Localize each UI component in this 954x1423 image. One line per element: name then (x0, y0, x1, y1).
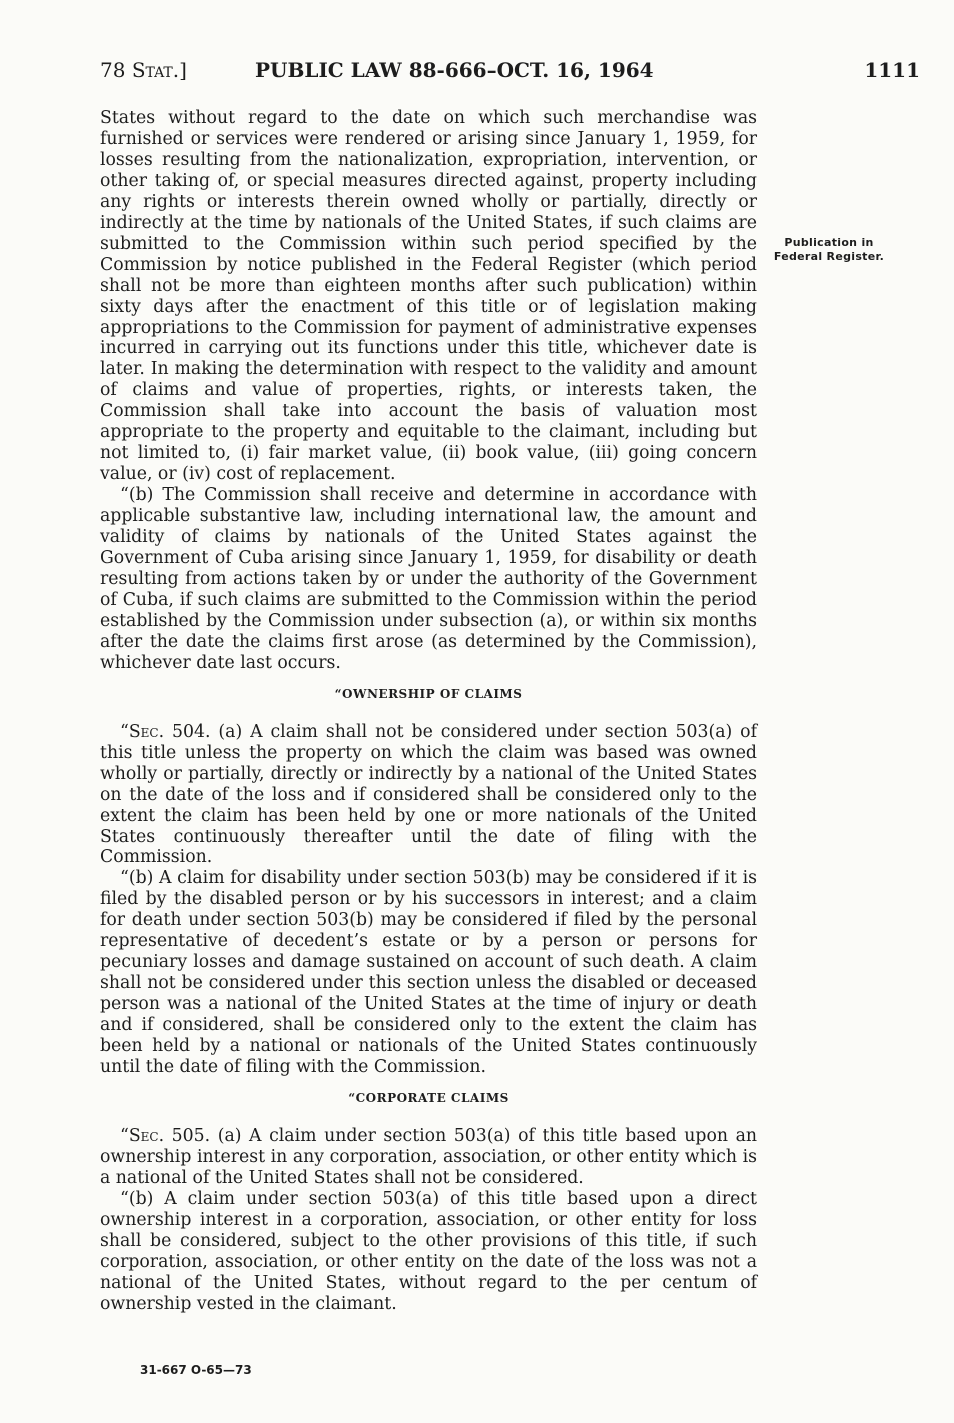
paragraph: “Sec. 505. (a) A claim under section 503(a) of this title based upon an ownership interest in any corporation, association, or other entity which is a national of the United States shall not be considered. (100, 1125, 757, 1188)
margin-note-line: Federal Register. (773, 250, 885, 263)
margin-note-line: Publication in (784, 236, 874, 249)
page-number: 1111 (864, 58, 920, 82)
print-code: 31-667 O-65—73 (140, 1363, 252, 1377)
body-text (100, 108, 757, 1315)
paragraph: “Sec. 504. (a) A claim shall not be considered under section 503(a) of this title unless the property on which the claim was based was owned wholly or partially, directly or indirectly by a national of the United States on the date of the loss and if considered shall be considered only to the extent the claim has been held by one or more nationals of the United States continuously thereafter until the date of filing with the Commission. (100, 721, 757, 868)
section-label: “Sec. 504. (120, 721, 211, 742)
page-header (100, 58, 920, 88)
section-heading: “CORPORATE CLAIMS (348, 1090, 509, 1105)
paragraph: “(b) The Commission shall receive and determine in accordance with applicable substantive law, including international law, the amount and validity of claims by nationals of the United States against the Government of Cuba arising since January 1, 1959, for disability or death resulting from actions taken by or under the authority of the Government of Cuba, if such claims are submitted to the Commission within the period established by the Commission under subsection (a), or within six months after the date the claims first arose (as determined by the Commission), whichever date last occurs. (100, 485, 757, 673)
statute-citation: 78 Stat.] (100, 58, 187, 82)
law-title: PUBLIC LAW 88-666–OCT. 16, 1964 (255, 58, 654, 82)
section-heading: “OWNERSHIP OF CLAIMS (334, 686, 523, 701)
paragraph: “(b) A claim for disability under section 503(b) may be considered if it is filed by the disabled person or by his successors in interest; and a claim for death under section 503(b) may be considered if filed by the personal representative of decedent’s estate or by a person or persons for pecuniary losses and damage sustained on account of such death. A claim shall not be considered under this section unless the disabled or deceased person was a national of the United States at the time of injury or death and if considered, shall be considered only to the extent the claim has been held by a national or nationals of the United States continuously until the date of filing with the Commission. (100, 868, 757, 1077)
margin-note (764, 236, 894, 264)
paragraph: “(b) A claim under section 503(a) of this title based upon a direct ownership interest in a corporation, association, or other entity for loss shall be considered, subject to the other provisions of this title, if such corporation, association, or other entity on the date of the loss was not a national of the United States, without regard to the per centum of ownership vested in the claimant. (100, 1188, 757, 1314)
section-label: “Sec. 505. (120, 1125, 211, 1146)
paragraph: States without regard to the date on which such merchandise was furnished or services were rendered or arising since January 1, 1959, for losses resulting from the nationalization, expropriation, intervention, or other taking of, or special measures directed against, property including any rights or interests therein owned wholly or partially, directly or indirectly at the time by nationals of the United States, if such claims are submitted to the Commission within such period specified by the Commission by notice published in the Federal Register (which period shall not be more than eighteen months after such publication) within sixty days after the enactment of this title or of legislation making appropriations to the Commission for payment of administrative expenses incurred in carrying out its functions under this title, whichever date is later. In making the determination with respect to the validity and amount of claims and value of properties, rights, or interests taken, the Commission shall take into account the basis of valuation most appropriate to the property and equitable to the claimant, including but not limited to, (i) fair market value, (ii) book value, (iii) going concern value, or (iv) cost of replacement. (100, 108, 757, 485)
